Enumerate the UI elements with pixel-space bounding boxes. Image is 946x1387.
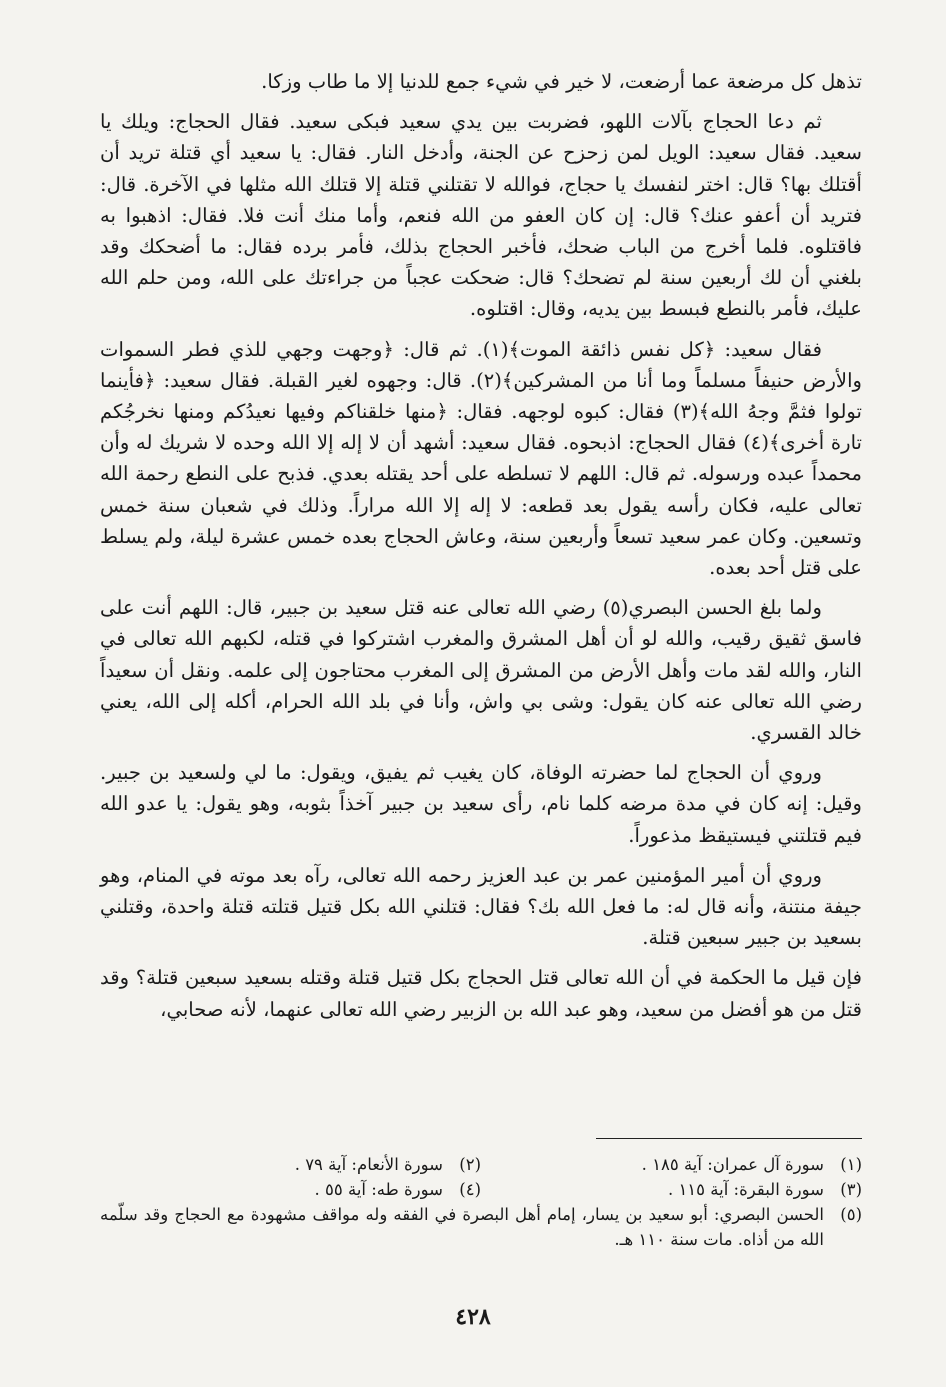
paragraph: ثم دعا الحجاج بآلات اللهو، فضربت بين يدي سعيد فبكى سعيد. فقال الحجاج: ويلك يا سعيد. فقال سعيد: الويل لمن زحزح عن الجنة، وأدخل النار. فقال: يا سعيد أي قتلة تريد أن أقتلك بها؟ قال: اختر لنفسك يا حجاج، فوالله لا تقتلني قتلة إلا قتلك الله مثلها في الآخرة. قال: فتريد أن أعفو عنك؟ قال: إن كان العفو من الله فنعم، وأما منك أنت فلا. فقال: اذهبوا به فاقتلوه. فلما أخرج من الباب ضحك، فأخبر الحجاج بذلك، فأمر برده فقال: ما أضحكك وقد بلغني أن لك أربعين سنة لم تضحك؟ قال: ضحكت عجباً من جراءتك على الله، ومن حلم الله عليك، فأمر بالنطع فبسط بين يديه، وقال: اقتلوه. (100, 110, 862, 321)
footnote-number: (١) (840, 1155, 862, 1174)
paragraph: ولما بلغ الحسن البصري(٥) رضي الله تعالى عنه قتل سعيد بن جبير، قال: اللهم أنت على فاسق ثقيق رقيب، والله لو أن أهل المشرق والمغرب اشتركوا في قتله، لكبهم الله تعالى في النار، والله لقد مات وأهل الأرض من المشرق إلى المغرب محتاجون إلى علمه. ونقل أن سعيداً رضي الله تعالى عنه كان يقول: وشى بي واش، وأنا في بلد الله الحرام، أكله إلى الله، يعني خالد القسري. (100, 596, 862, 745)
footnote-number: (٤) (459, 1180, 481, 1199)
footnote (100, 1202, 862, 1252)
main-text (100, 66, 862, 1029)
footnote-number: (٣) (840, 1180, 862, 1199)
paragraph: فإن قيل ما الحكمة في أن الله تعالى قتل الحجاج بكل قتيل قتلة وقتله بسعيد سبعين قتلة؟ وقد قتل من هو أفضل من سعيد، وهو عبد الله بن الزبير رضي الله تعالى عنهما، لأنه صحابي، (100, 966, 862, 1021)
footnote-text: سورة طه: آية ٥٥ . (314, 1180, 443, 1199)
footnote (481, 1177, 862, 1202)
footnote-row (100, 1152, 862, 1177)
footnote-row (100, 1177, 862, 1202)
footnote-text: سورة الأنعام: آية ٧٩ . (294, 1155, 443, 1174)
footnotes (100, 1152, 862, 1252)
paragraph: وروي أن أمير المؤمنين عمر بن عبد العزيز رحمه الله تعالى، رآه بعد موته في المنام، وهو جيفة منتنة، وأنه قال له: ما فعل الله بك؟ فقال: قتلني الله بكل قتيل قتلته قتلة واحدة، وقتلني بسعيد بن جبير سبعين قتلة. (100, 863, 862, 950)
paragraph: تذهل كل مرضعة عما أرضعت، لا خير في شيء جمع للدنيا إلا ما طاب وزكا. (261, 70, 862, 93)
footnote-text: سورة آل عمران: آية ١٨٥ . (641, 1155, 824, 1174)
footnote-number: (٢) (459, 1155, 481, 1174)
footnote (100, 1152, 481, 1177)
footnote-text: الحسن البصري: أبو سعيد بن يسار، إمام أهل البصرة في الفقه وله مواقف مشهودة مع الحجاج وقد سلّمه الله من أذاه. مات سنة ١١٠ هـ. (100, 1205, 824, 1249)
paragraph: وروي أن الحجاج لما حضرته الوفاة، كان يغيب ثم يفيق، ويقول: ما لي ولسعيد بن جبير. وقيل: إنه كان في مدة مرضه كلما نام، رأى سعيد بن جبير آخذاً بثوبه، وهو يقول: يا عدو الله فيم قتلتني فيستيقظ مذعوراً. (100, 761, 862, 847)
page-number: ٤٢٨ (455, 1304, 491, 1330)
footnote (100, 1177, 481, 1202)
paragraph: فقال سعيد: ﴿كل نفس ذائقة الموت﴾(١). ثم قال: ﴿وجهت وجهي للذي فطر السموات والأرض حنيفاً مسلماً وما أنا من المشركين﴾(٢). قال: وجهوه لغير القبلة. فقال سعيد: ﴿فأينما تولوا فثمَّ وجهُ الله﴾(٣) فقال: كبوه لوجهه. فقال: ﴿منها خلقناكم وفيها نعيدُكم ومنها نخرجُكم تارة أخرى﴾(٤) فقال الحجاج: اذبحوه. فقال سعيد: أشهد أن لا إله إلا الله وحده لا شريك له وأن محمداً عبده ورسوله. ثم قال: اللهم لا تسلطه على أحد يقتله بعدي. فذبح على النطع رحمة الله تعالى عليه، فكان رأسه يقول بعد قطعه: لا إله إلا الله مراراً. وذلك في شعبان سنة خمس وتسعين. وكان عمر سعيد تسعاً وأربعين سنة، وعاش الحجاج بعده خمس عشرة ليلة، ولم يسلط على قتل أحد بعده. (100, 337, 863, 580)
footnote (481, 1152, 862, 1177)
footnote-number: (٥) (840, 1205, 862, 1224)
footnote-text: سورة البقرة: آية ١١٥ . (667, 1180, 824, 1199)
footnote-separator (596, 1138, 862, 1139)
